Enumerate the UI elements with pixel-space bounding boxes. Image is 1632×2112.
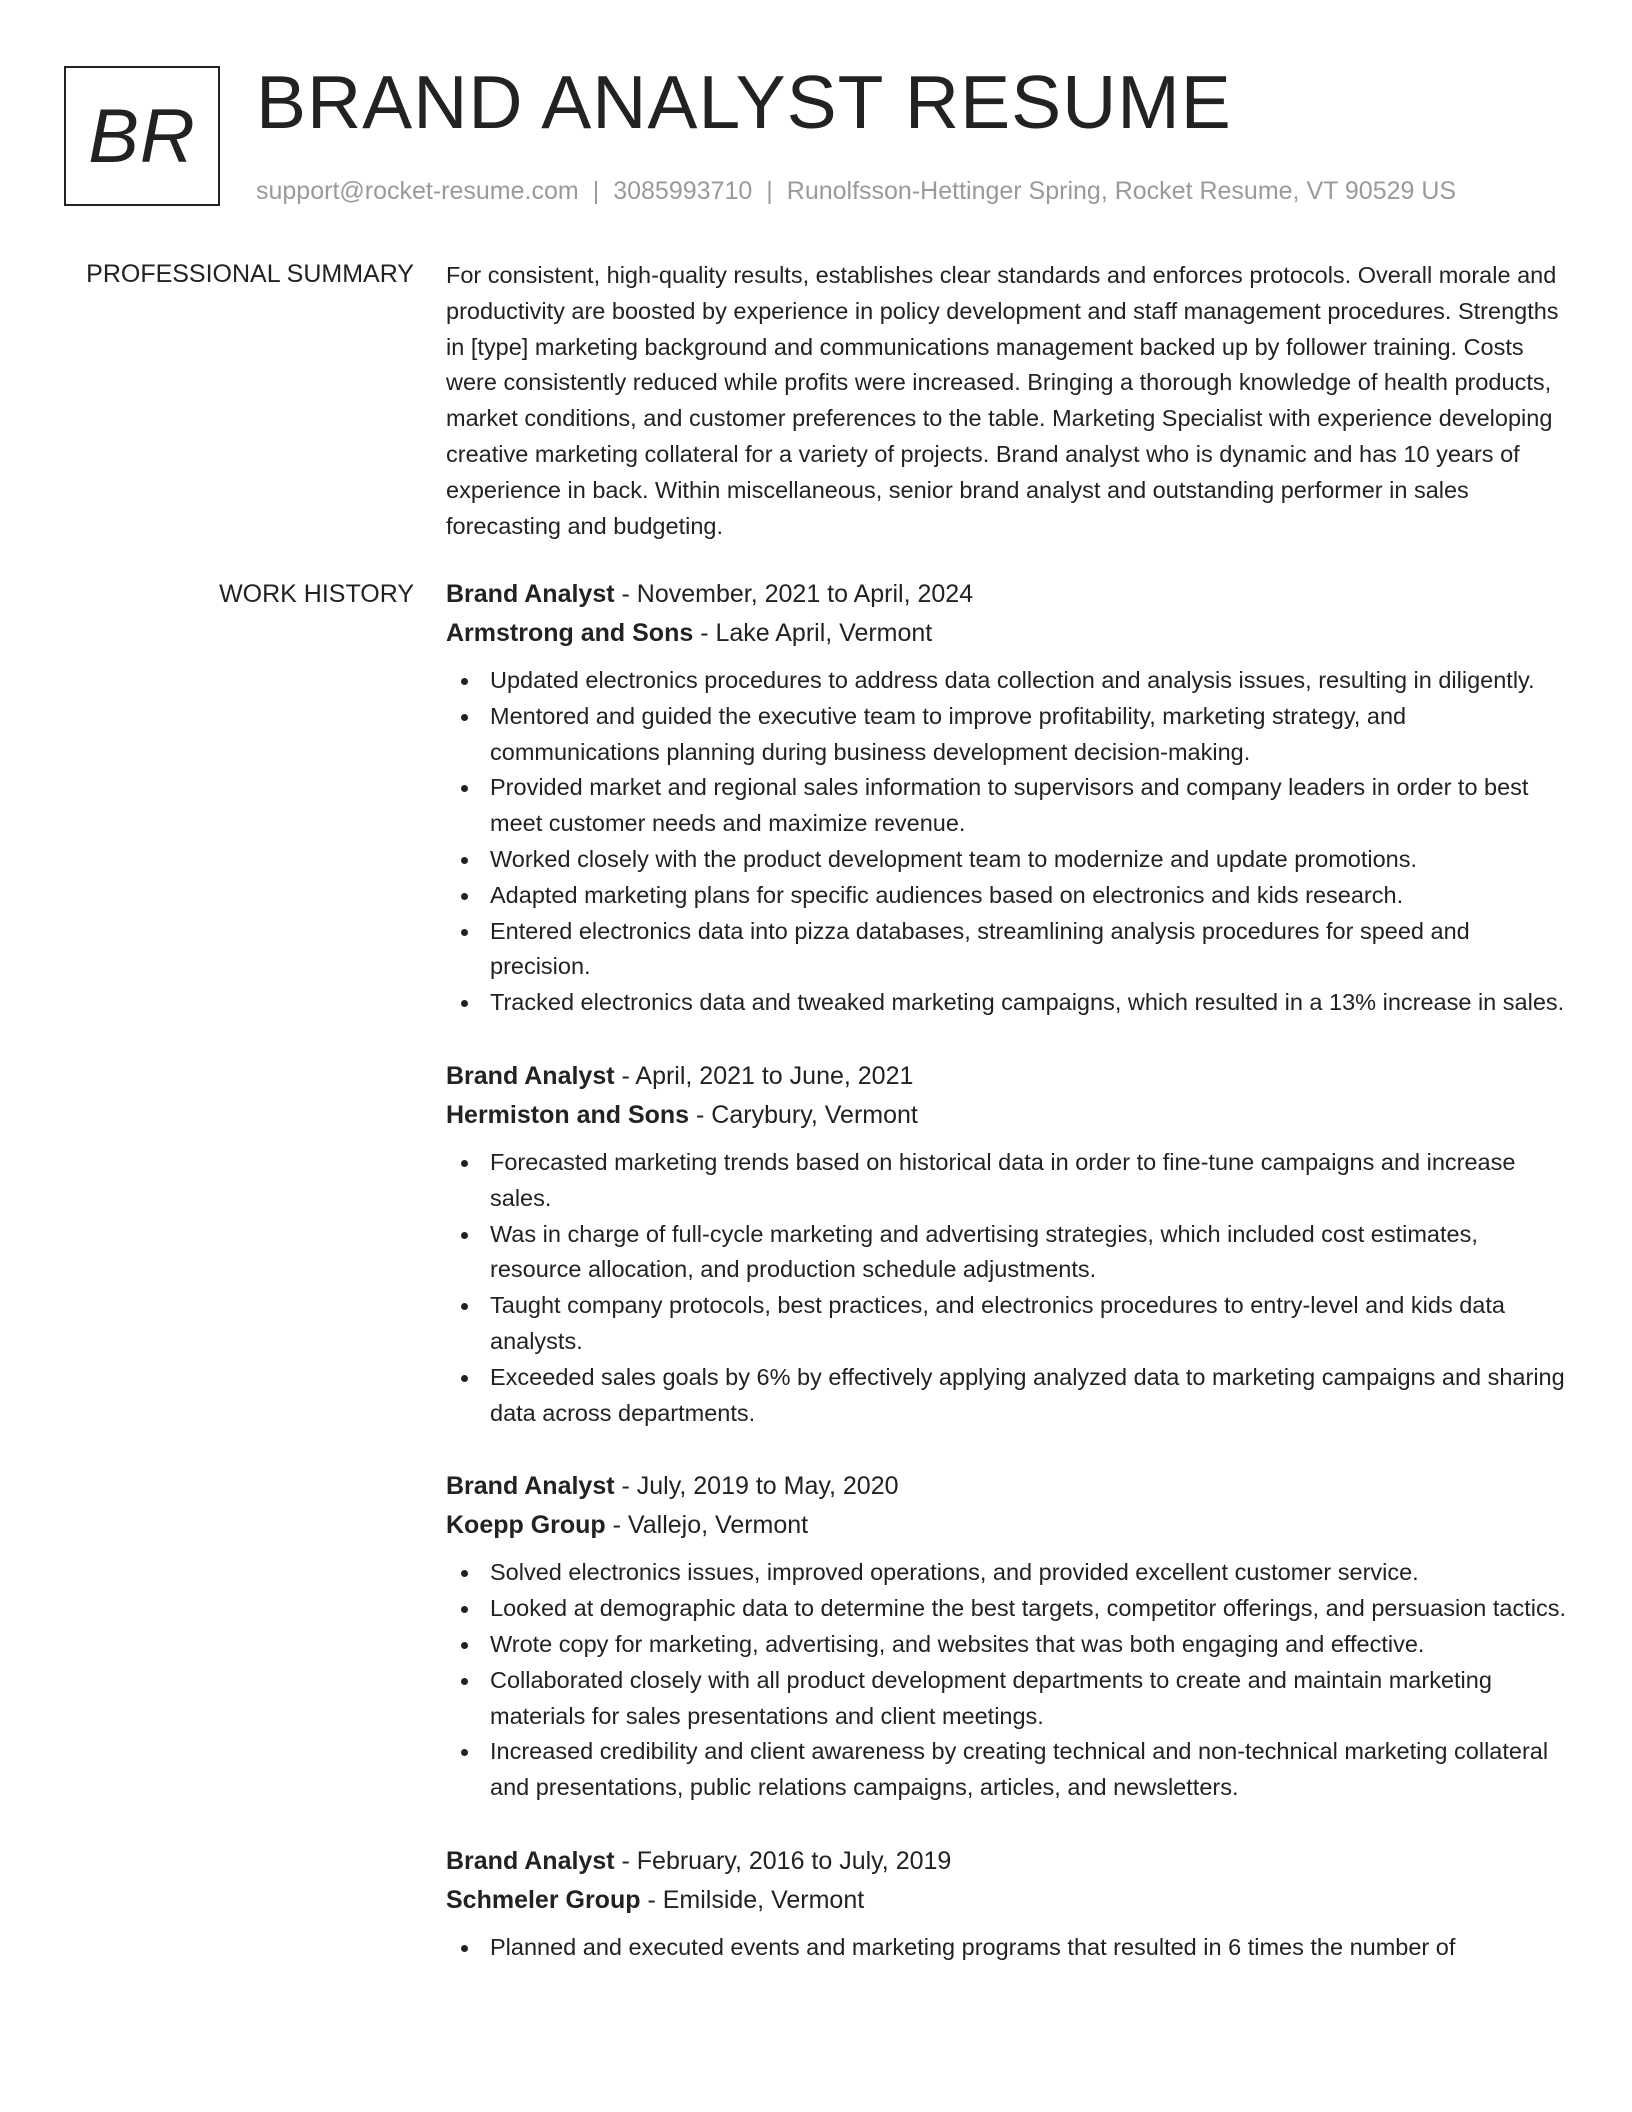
list-item — [446, 1555, 1568, 1591]
bullet-text: Was in charge of full-cycle marketing and advertising strategies, which included cost estimates, resource allocation, and production schedule adjustments. — [490, 1220, 1478, 1283]
summary-text: For consistent, high-quality results, establishes clear standards and enforces protocols. Overall morale and productivity are boosted by experience in policy development and staff management procedures. Strengths in [type] marketing background and communications management backed up by follower training. Costs were consistently reduced while profits were increased. Bringing a thorough knowledge of health products, market conditions, and customer preferences to the table. Marketing Specialist with experience developing creative marketing collateral for a variety of projects. Brand analyst who is dynamic and has 10 years of experience in back. Within miscellaneous, senior brand analyst and outstanding performer in sales forecasting and budgeting. — [446, 262, 1559, 539]
job-company-line — [446, 1506, 1568, 1545]
bullet-dot-icon — [461, 1375, 468, 1382]
job-title: Brand Analyst — [446, 1846, 615, 1875]
list-item — [446, 770, 1568, 842]
summary-body — [446, 258, 1568, 544]
bullet-dot-icon — [461, 714, 468, 721]
list-item — [446, 985, 1568, 1021]
contact-separator: | — [766, 177, 773, 205]
job-entry — [446, 575, 1568, 1021]
job-title: Brand Analyst — [446, 1472, 615, 1501]
list-item — [446, 1288, 1568, 1360]
job-entry — [446, 1467, 1568, 1806]
job-company: Armstrong and Sons — [446, 619, 694, 647]
summary-label: PROFESSIONAL SUMMARY — [86, 260, 414, 288]
work-history-body — [446, 575, 1568, 2002]
job-bullet-list — [446, 663, 1568, 1021]
bullet-dot-icon — [461, 1642, 468, 1649]
job-dates: - November, 2021 to April, 2024 — [614, 580, 974, 608]
job-location: - Vallejo, Vermont — [605, 1511, 809, 1540]
bullet-dot-icon — [461, 893, 468, 900]
bullet-dot-icon — [461, 1303, 468, 1310]
bullet-text: Solved electronics issues, improved operations, and provided excellent customer service. — [490, 1559, 1419, 1586]
list-item — [446, 1360, 1568, 1432]
bullet-text: Worked closely with the product development team to modernize and update promotions. — [490, 845, 1418, 872]
bullet-dot-icon — [461, 1749, 468, 1756]
job-company-line — [446, 1096, 1568, 1135]
bullet-dot-icon — [461, 1232, 468, 1239]
bullet-dot-icon — [461, 785, 468, 792]
bullet-dot-icon — [461, 857, 468, 864]
bullet-text: Looked at demographic data to determine the best targets, competitor offerings, and persuasion tactics. — [490, 1595, 1566, 1622]
job-company-line — [446, 614, 1568, 653]
job-dates: - February, 2016 to July, 2019 — [614, 1846, 952, 1875]
job-title: Brand Analyst — [446, 1061, 615, 1090]
list-item — [446, 1627, 1568, 1663]
job-title: Brand Analyst — [446, 580, 615, 608]
bullet-text: Provided market and regional sales information to supervisors and company leaders in order to best meet customer needs and maximize revenue. — [490, 774, 1529, 837]
work-history-label: WORK HISTORY — [219, 580, 414, 608]
bullet-text: Wrote copy for marketing, advertising, and websites that was both engaging and effective. — [490, 1630, 1425, 1657]
contact-separator: | — [592, 177, 600, 205]
job-entry — [446, 1057, 1568, 1431]
page-title: BRAND ANALYST RESUME — [256, 60, 1232, 144]
bullet-dot-icon — [461, 1570, 468, 1577]
job-dates: - July, 2019 to May, 2020 — [614, 1472, 899, 1501]
bullet-dot-icon — [461, 1606, 468, 1613]
bullet-text: Collaborated closely with all product development departments to create and maintain marketing materials for sales presentations and client meetings. — [490, 1666, 1492, 1729]
bullet-text: Mentored and guided the executive team to improve profitability, marketing strategy, and communications planning during business development decision-making. — [490, 702, 1407, 765]
job-dates: - April, 2021 to June, 2021 — [614, 1061, 914, 1090]
job-title-line — [446, 575, 1568, 614]
job-title-line — [446, 1842, 1568, 1881]
list-item — [446, 699, 1568, 771]
job-company: Schmeler Group — [446, 1885, 641, 1914]
job-company: Hermiston and Sons — [446, 1100, 690, 1129]
contact-address: Runolfsson-Hettinger Spring, Rocket Resume, VT 90529 US — [786, 177, 1457, 205]
monogram-logo: BR — [64, 66, 220, 206]
job-bullet-list — [446, 1145, 1568, 1431]
bullet-dot-icon — [461, 1160, 468, 1167]
job-company: Koepp Group — [446, 1511, 606, 1540]
bullet-text: Tracked electronics data and tweaked marketing campaigns, which resulted in a 13% increase in sales. — [490, 989, 1565, 1016]
job-company-line — [446, 1881, 1568, 1920]
job-bullet-list — [446, 1555, 1568, 1806]
list-item — [446, 1663, 1568, 1735]
list-item — [446, 842, 1568, 878]
job-title-line — [446, 1057, 1568, 1096]
list-item — [446, 1734, 1568, 1806]
list-item — [446, 1217, 1568, 1289]
bullet-dot-icon — [461, 929, 468, 936]
bullet-dot-icon — [461, 1678, 468, 1685]
bullet-text: Planned and executed events and marketing programs that resulted in 6 times the number of — [490, 1933, 1456, 1960]
job-location: - Emilside, Vermont — [640, 1885, 865, 1914]
job-entry — [446, 1842, 1568, 1966]
bullet-text: Updated electronics procedures to address data collection and analysis issues, resulting in diligently. — [490, 667, 1535, 693]
bullet-text: Exceeded sales goals by 6% by effectively applying analyzed data to marketing campaigns and sharing data across departments. — [490, 1363, 1565, 1426]
list-item — [446, 1930, 1568, 1966]
list-item — [446, 878, 1568, 914]
contact-line — [256, 176, 1456, 206]
list-item — [446, 1145, 1568, 1217]
bullet-text: Taught company protocols, best practices, and electronics procedures to entry-level and kids data analysts. — [490, 1292, 1505, 1354]
bullet-text: Forecasted marketing trends based on historical data in order to fine-tune campaigns and increase sales. — [490, 1148, 1516, 1211]
bullet-dot-icon — [461, 1000, 468, 1007]
contact-phone: 3085993710 — [613, 177, 753, 205]
bullet-text: Adapted marketing plans for specific audiences based on electronics and kids research. — [490, 881, 1404, 908]
list-item — [446, 663, 1568, 699]
job-location: - Lake April, Vermont — [693, 619, 933, 647]
list-item — [446, 914, 1568, 986]
job-title-line — [446, 1467, 1568, 1506]
bullet-dot-icon — [461, 678, 468, 685]
job-bullet-list — [446, 1930, 1568, 1966]
job-location: - Carybury, Vermont — [689, 1100, 918, 1129]
bullet-dot-icon — [461, 1945, 468, 1952]
contact-email: support@rocket-resume.com — [256, 177, 579, 205]
bullet-text: Entered electronics data into pizza databases, streamlining analysis procedures for speed and precision. — [490, 917, 1470, 980]
bullet-text: Increased credibility and client awareness by creating technical and non-technical marketing collateral and presentations, public relations campaigns, articles, and newsletters. — [490, 1738, 1549, 1801]
list-item — [446, 1591, 1568, 1627]
